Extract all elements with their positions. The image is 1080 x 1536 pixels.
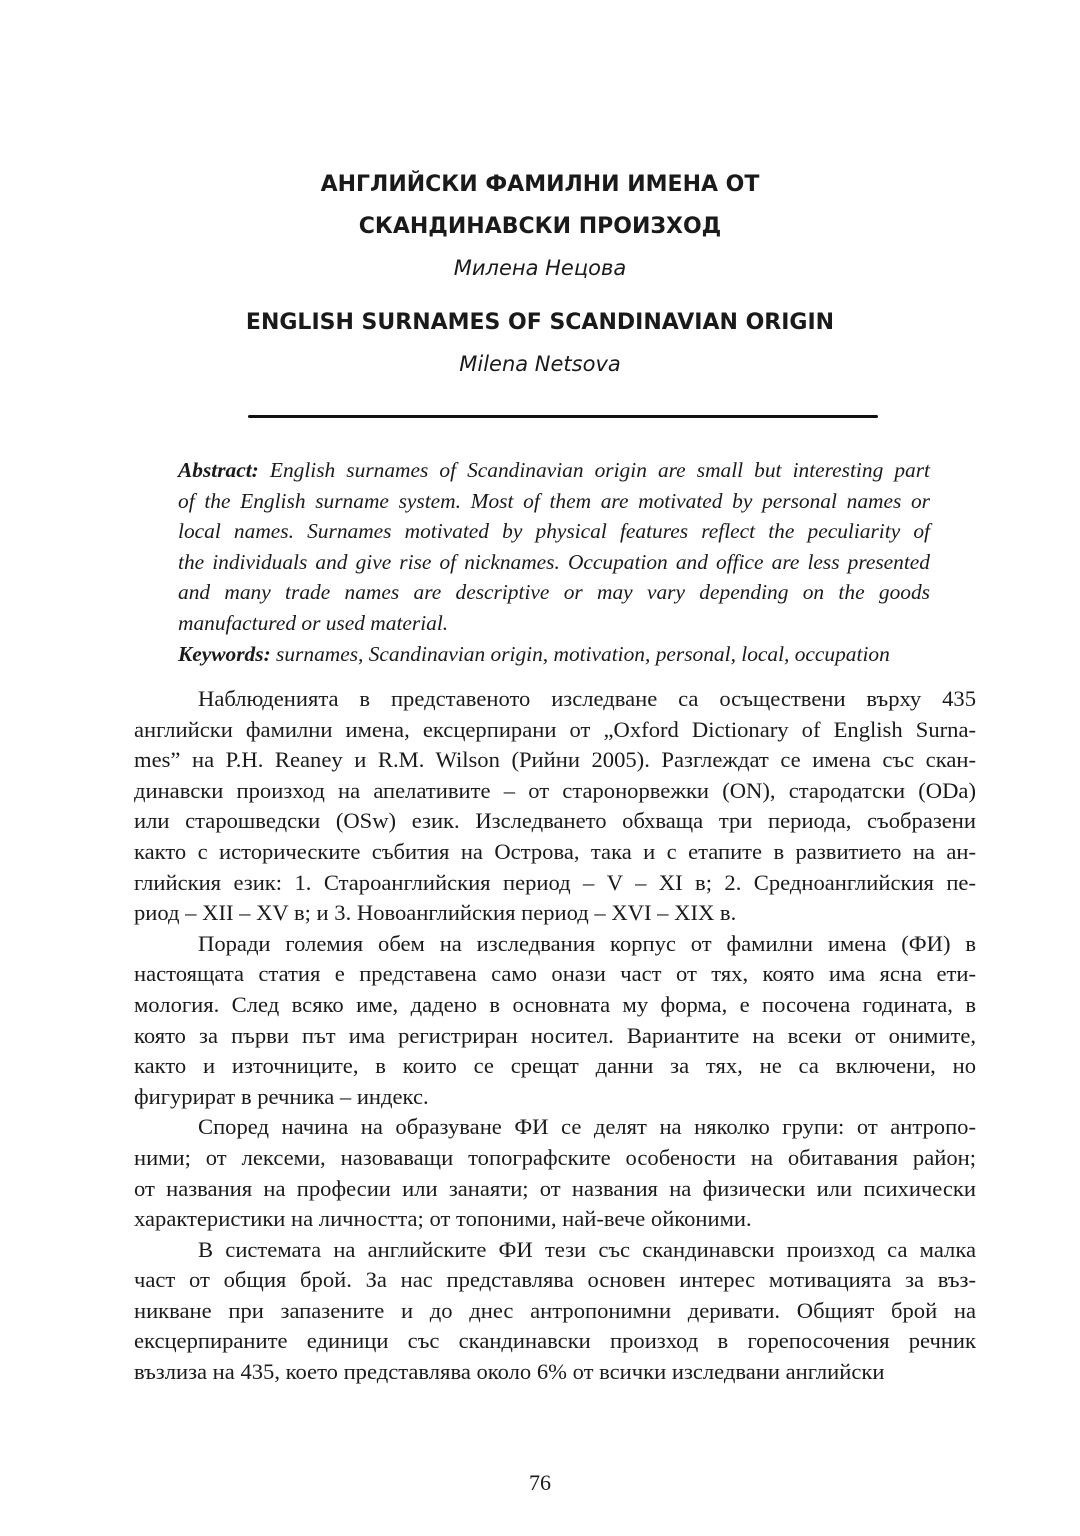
keywords-text: surnames, Scandinavian origin, motivation, personal, local, occupation [270,641,890,666]
paragraph-line: риод – XII – XV в; и 3. Новоанглийския период – XVI – XIX в. [134,900,737,926]
paragraph-line: глийския език: 1. Староанглийския период – V – XI в; 2. Средноанглийския пе- [134,869,976,895]
paragraph [134,929,976,1113]
paragraph-line: английски фамилни имена, ексцерпирани от „Oxford Dictionary of English Surna- [134,716,976,742]
paragraph-line: или старошведски (OSw) език. Изследването обхваща три периода, съобразени [134,808,976,834]
author-bg: Милена Нецова [453,256,627,280]
paragraph-line: Поради големия обем на изследвания корпус от фамилни имена (ФИ) в [198,930,976,956]
paragraph-line: мология. След всяко име, дадено в основната му форма, е посочена годината, в [134,991,976,1017]
page-number: 76 [529,1470,551,1495]
paragraph-line: както и източниците, в които се срещат данни за тях, не са включени, но [134,1053,976,1079]
abstract-line: and many trade names are descriptive or may vary depending on the goods [178,580,930,605]
paragraph-line: В системата на английските ФИ тези със скандинавски произход са малка [198,1236,976,1262]
abstract [178,456,930,670]
paragraph-line: настоящата статия е представена само онази част от тях, която има ясна ети- [134,961,976,987]
paragraph-line: от названия на професии или занаяти; от названия на физически или психически [134,1175,976,1201]
body-text [134,684,976,1388]
paragraph-line: ексцерпираните единици със скандинавски произход в горепосочения речник [134,1328,976,1354]
abstract-line: of the English surname system. Most of them are motivated by personal names or [178,488,930,513]
paragraph-line: както с историческите събития на Острова, така и с етапите в развитието на ан- [134,838,976,864]
paragraph-line: ними; от лексеми, назоваващи топографските особености на обитавания район; [134,1144,976,1170]
keywords-line [178,640,930,671]
title-divider [248,415,878,418]
abstract-label: Abstract: [178,458,259,482]
abstract-line: the individuals and give rise of nicknames. Occupation and office are less presented [178,549,930,574]
paragraph-line: Наблюденията в представеното изследване са осъществени върху 435 [198,686,976,711]
paragraph-line: Според начина на образуване ФИ се делят на няколко групи: от антропо- [198,1114,976,1140]
paragraph-line: която за първи път има регистриран носител. Вариантите на всеки от онимите, [134,1022,976,1048]
keywords-label: Keywords: [178,641,271,666]
abstract-line [178,456,930,487]
author-en: Milena Netsova [459,352,621,376]
abstract-line: manufactured or used material. [178,610,449,635]
title-bg-line-1: АНГЛИЙСКИ ФАМИЛНИ ИМЕНА ОТ [320,172,760,197]
paragraph-line: никване при запазените и до днес антропонимни деривати. Общият брой на [134,1297,976,1323]
paragraph [134,684,976,929]
abstract-text: English surnames of Scandinavian origin are small but interesting part [258,458,930,482]
abstract-line: local names. Surnames motivated by physical features reflect the peculiarity of [178,519,930,544]
paragraph-line: характеристики на личността; от топоними, най-вече ойконими. [134,1206,752,1232]
paragraph-line: фигурират в речника – индекс. [134,1083,429,1109]
title-en: ENGLISH SURNAMES OF SCANDINAVIAN ORIGIN [245,310,835,335]
paragraph-line: част от общия брой. За нас представлява основен интерес мотивацията за въз- [134,1267,976,1293]
paragraph [134,1112,976,1234]
title-bg-line-2: СКАНДИНАВСКИ ПРОИЗХОД [358,214,722,239]
paragraph-line: динавски произход на апелативите – от старонорвежки (ON), стародатски (ODa) [134,777,976,803]
paragraph-line: възлиза на 435, което представлява около 6% от всички изследвани английски [134,1359,885,1385]
paragraph-line: mes” на P.H. Reaney и R.M. Wilson (Рийни 2005). Разглеждат се имена със скан- [134,747,976,773]
paragraph [134,1235,976,1388]
